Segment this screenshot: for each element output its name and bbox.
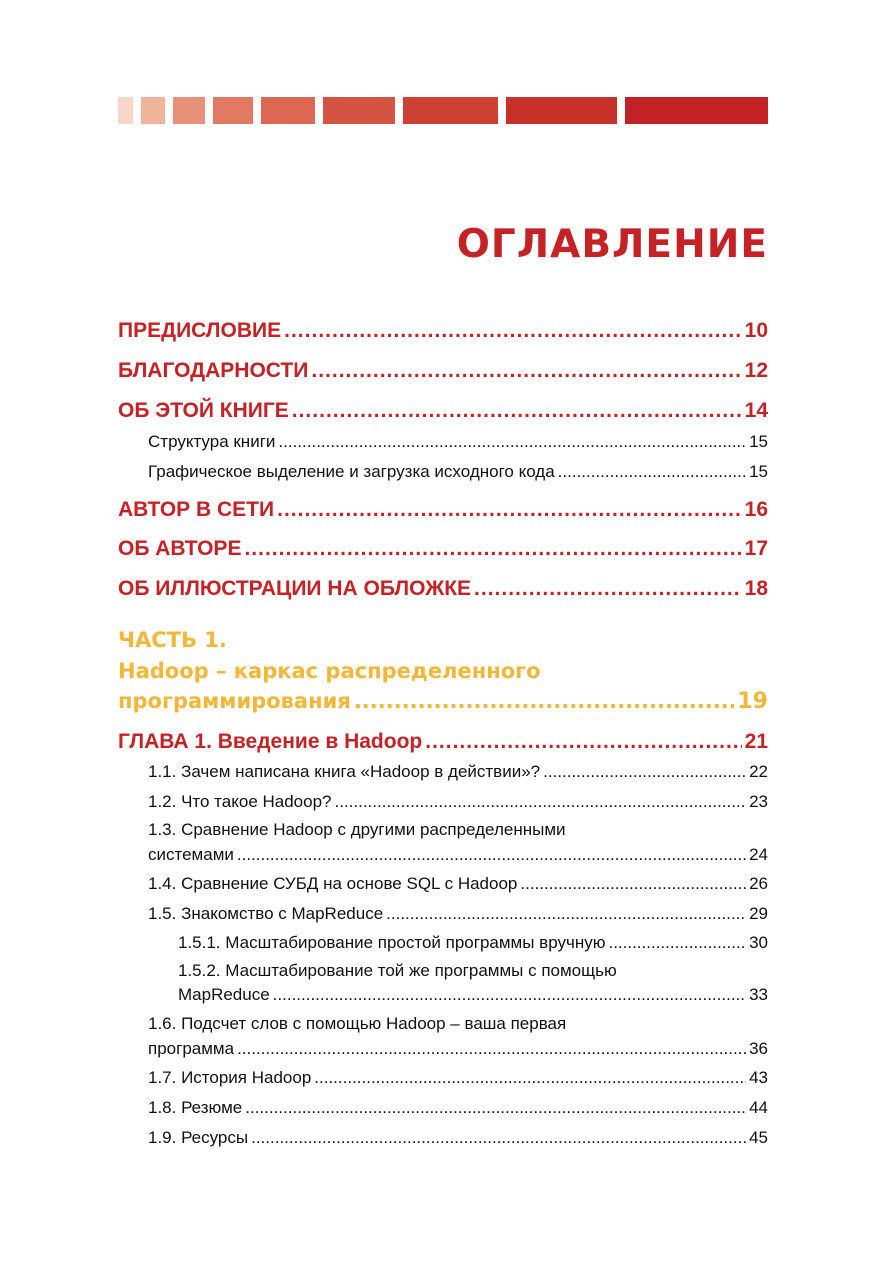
toc-entry-page: 16	[744, 498, 768, 521]
toc-entry-page: 44	[749, 1098, 768, 1117]
toc-entry-page: 15	[749, 432, 768, 451]
toc-entry-chapter-1[interactable]	[118, 730, 768, 754]
toc-entry-page: 26	[749, 874, 768, 893]
toc-entry-part-1[interactable]	[118, 689, 768, 714]
toc-entry-page: 43	[749, 1068, 768, 1087]
toc-entry-title: 1.9. Ресурсы	[148, 1128, 249, 1147]
dot-leader	[278, 432, 746, 452]
toc-entry-acknowledgements[interactable]	[118, 359, 768, 383]
toc-entry-title: 1.8. Резюме	[148, 1098, 243, 1117]
toc-entry-title: 1.4. Сравнение СУБД на основе SQL с Hadoop	[148, 874, 518, 893]
toc-entry-section-1-2[interactable]	[148, 792, 768, 812]
dot-leader	[543, 762, 746, 782]
toc-entry-page: 17	[744, 537, 768, 560]
toc-entry-page: 10	[744, 319, 768, 342]
dot-leader	[608, 933, 746, 953]
toc-entry-section-1-3[interactable]	[148, 845, 768, 865]
toc-entry-title: MapReduce	[178, 985, 270, 1004]
toc-entry-title: системами	[148, 845, 234, 864]
toc-entry-page: 21	[744, 730, 768, 753]
dot-leader	[292, 399, 742, 423]
toc-entry-title: АВТОР В СЕТИ	[118, 498, 275, 521]
toc-entry-page: 15	[749, 462, 768, 481]
toc-entry-cover-illustration[interactable]	[118, 577, 768, 601]
toc-entry-title: Графическое выделение и загрузка исходного кода	[148, 462, 555, 481]
toc-entry-title: 1.5.1. Масштабирование простой программы вручную	[178, 933, 606, 952]
toc-entry-title: БЛАГОДАРНОСТИ	[118, 359, 309, 382]
toc-entry-page: 14	[744, 399, 768, 422]
toc-entry-title: ОБ ЭТОЙ КНИГЕ	[118, 399, 289, 422]
bar-segment	[506, 97, 617, 124]
toc-entry-title: 1.2. Что такое Hadoop?	[148, 792, 332, 811]
dot-leader	[273, 985, 746, 1005]
dot-leader	[558, 462, 746, 482]
toc-entry-section-1-6-line1[interactable]: 1.6. Подсчет слов с помощью Hadoop – ваша первая	[148, 1014, 567, 1033]
bar-segment	[323, 97, 395, 124]
header-gradient-bar	[118, 97, 768, 124]
toc-entry-title: 1.7. История Hadoop	[148, 1068, 312, 1087]
toc-entry-section-1-3-line1[interactable]: 1.3. Сравнение Hadoop с другими распределенными	[148, 820, 566, 839]
toc-entry-section-1-4[interactable]	[148, 874, 768, 894]
dot-leader	[237, 1039, 746, 1059]
toc-entry-page: 36	[749, 1039, 768, 1058]
toc-entry-section-1-5-2[interactable]	[178, 985, 768, 1005]
chapter-title: ГЛАВА 1. Введение в Hadoop	[118, 730, 423, 753]
dot-leader	[354, 689, 735, 713]
dot-leader	[277, 498, 742, 522]
toc-entry-title: Структура книги	[148, 432, 276, 451]
page-title: ОГЛАВЛЕНИЕ	[456, 222, 768, 267]
toc-entry-about-book[interactable]	[118, 399, 768, 423]
toc-entry-title: 1.5. Знакомство с MapReduce	[148, 904, 384, 923]
toc-entry-author-online[interactable]	[118, 498, 768, 522]
dot-leader	[251, 1128, 746, 1148]
toc-entry-section-1-7[interactable]	[148, 1068, 768, 1088]
dot-leader	[386, 904, 746, 924]
toc-entry-title: ОБ АВТОРЕ	[118, 537, 242, 560]
bar-segment	[173, 97, 205, 124]
bar-segment	[118, 97, 133, 124]
toc-entry-page: 33	[749, 985, 768, 1004]
toc-entry-about-author[interactable]	[118, 537, 768, 561]
toc-entry-section-1-8[interactable]	[148, 1098, 768, 1118]
dot-leader	[425, 730, 741, 754]
dot-leader	[474, 577, 742, 601]
toc-entry-section-1-5-1[interactable]	[178, 933, 768, 953]
bar-segment	[261, 97, 315, 124]
toc-entry-source-code[interactable]	[148, 462, 768, 482]
bar-segment	[213, 97, 253, 124]
toc-entry-book-structure[interactable]	[148, 432, 768, 452]
dot-leader	[335, 792, 747, 812]
toc-entry-preface[interactable]	[118, 319, 768, 343]
toc-entry-page: 30	[749, 933, 768, 952]
toc-entry-title: 1.1. Зачем написана книга «Hadoop в действии»?	[148, 762, 541, 781]
bar-segment	[403, 97, 498, 124]
toc-entry-page: 29	[749, 904, 768, 923]
toc-entry-section-1-6[interactable]	[148, 1039, 768, 1059]
bar-segment	[141, 97, 165, 124]
dot-leader	[245, 1098, 746, 1118]
toc-entry-title: ПРЕДИСЛОВИЕ	[118, 319, 282, 342]
bar-segment	[625, 97, 768, 124]
toc-entry-section-1-1[interactable]	[148, 762, 768, 782]
toc-entry-page: 24	[749, 845, 768, 864]
toc-entry-title: программа	[148, 1039, 235, 1058]
dot-leader	[237, 845, 746, 865]
dot-leader	[520, 874, 746, 894]
toc-entry-page: 12	[744, 359, 768, 382]
part-label: ЧАСТЬ 1.	[118, 628, 227, 652]
dot-leader	[311, 359, 741, 383]
toc-entry-section-1-5[interactable]	[148, 904, 768, 924]
toc-entry-section-1-9[interactable]	[148, 1128, 768, 1148]
toc-entry-page: 22	[749, 762, 768, 781]
dot-leader	[314, 1068, 746, 1088]
toc-entry-section-1-5-2-line1[interactable]: 1.5.2. Масштабирование той же программы с помощью	[178, 961, 617, 980]
part-title-line2: программирования	[118, 689, 351, 713]
toc-entry-page: 45	[749, 1128, 768, 1147]
toc-entry-page: 19	[737, 689, 768, 714]
dot-leader	[284, 319, 742, 343]
dot-leader	[244, 537, 741, 561]
toc-entry-page: 23	[749, 792, 768, 811]
part-title-line1: Hadoop – каркас распределенного	[118, 659, 541, 683]
toc-entry-title: ОБ ИЛЛЮСТРАЦИИ НА ОБЛОЖКЕ	[118, 577, 472, 600]
toc-entry-page: 18	[744, 577, 768, 600]
